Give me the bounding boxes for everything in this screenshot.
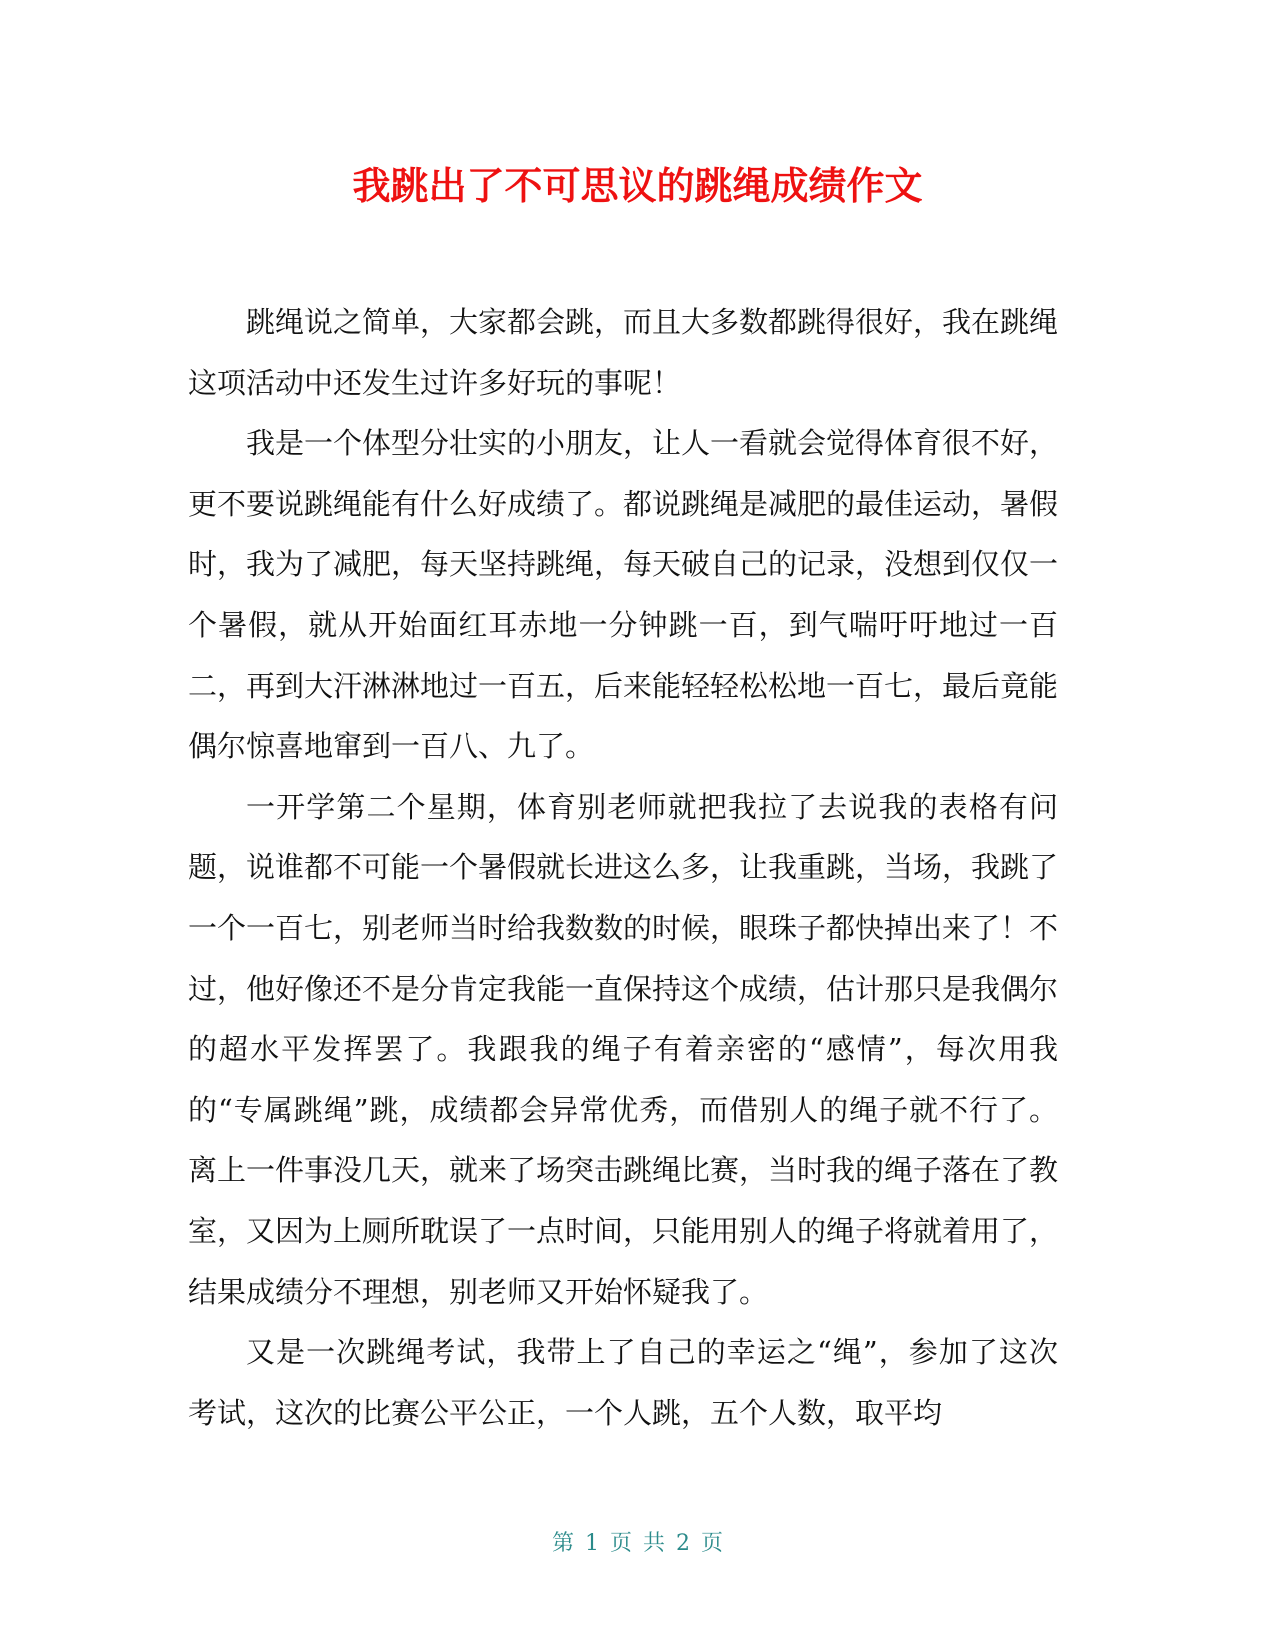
document-body xyxy=(188,292,1058,1443)
paragraph-1: 跳绳说之简单，大家都会跳，而且大多数都跳得很好，我在跳绳这项活动中还发生过许多好玩的事呢！ xyxy=(188,305,1059,400)
paragraph-2: 我是一个体型分壮实的小朋友，让人一看就会觉得体育很不好，更不要说跳绳能有什么好成绩了。都说跳绳是减肥的最佳运动，暑假时，我为了减肥，每天坚持跳绳，每天破自己的记录，没想到仅仅一个暑假，就从开始面红耳赤地一分钟跳一百，到气喘吁吁地过一百二，再到大汗淋淋地过一百五，后来能轻轻松松地一百七，最后竟能偶尔惊喜地窜到一百八、九了。 xyxy=(188,426,1059,764)
document-title: 我跳出了不可思议的跳绳成绩作文 xyxy=(352,164,923,208)
page-number-footer: 第 1 页 共 2 页 xyxy=(552,1531,723,1556)
paragraph-4: 又是一次跳绳考试，我带上了自己的幸运之“绳”，参加了这次考试，这次的比赛公平公正，一个人跳，五个人数，取平均 xyxy=(188,1335,1058,1430)
paragraph-3: 一开学第二个星期，体育别老师就把我拉了去说我的表格有问题，说谁都不可能一个暑假就长进这么多，让我重跳，当场，我跳了一个一百七，别老师当时给我数数的时候，眼珠子都快掉出来了！不过，他好像还不是分肯定我能一直保持这个成绩，估计那只是我偶尔的超水平发挥罢了。我跟我的绳子有着亲密的“感情”，每次用我的“专属跳绳”跳，成绩都会异常优秀，而借别人的绳子就不行了。离上一件事没几天，就来了场突击跳绳比赛，当时我的绳子落在了教室，又因为上厕所耽误了一点时间，只能用别人的绳子将就着用了，结果成绩分不理想，别老师又开始怀疑我了。 xyxy=(188,789,1059,1309)
